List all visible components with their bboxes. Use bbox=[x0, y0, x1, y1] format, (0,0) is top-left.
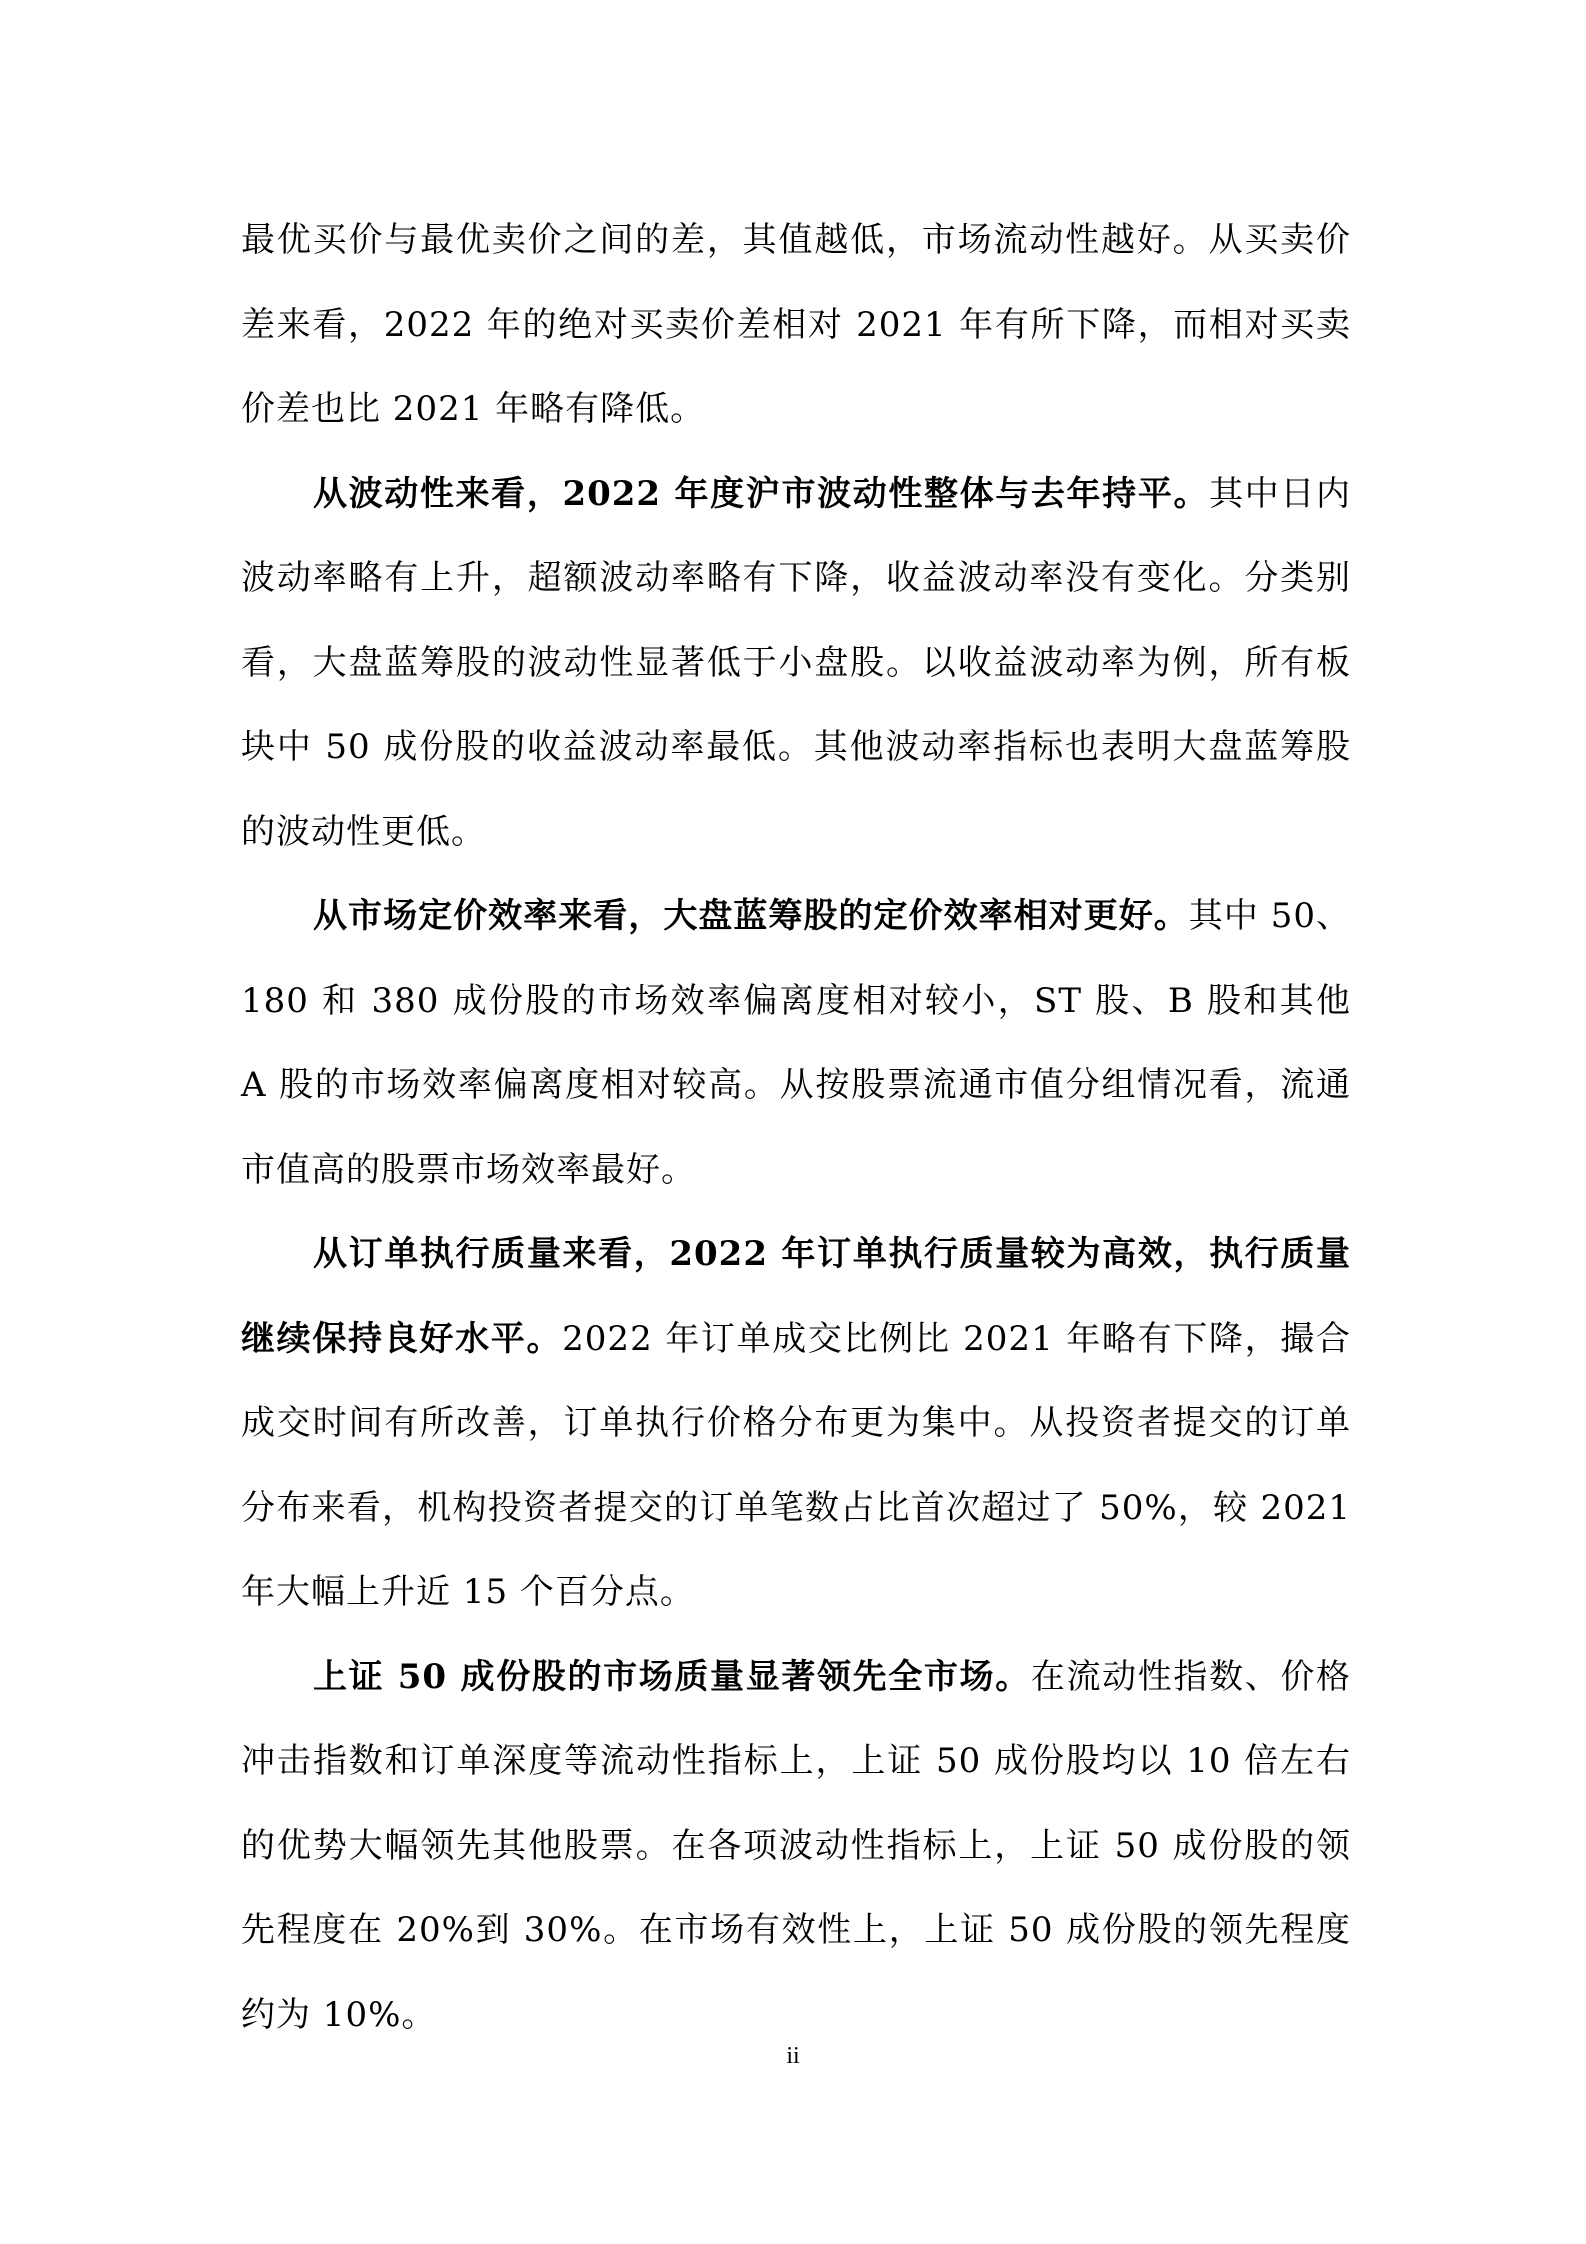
paragraph-lead: 从订单执行质量来看，2022 年订单执行质量较为高效，执行质量继续保持良好水平。 bbox=[241, 1234, 1351, 1359]
paragraph-text: 其中日内波动率略有上升，超额波动率略有下降，收益波动率没有变化。分类别看，大盘蓝筹股的波动性显著低于小盘股。以收益波动率为例，所有板块中 50 成份股的收益波动率最低。其他波动率指标也表明大盘蓝筹股的波动性更低。 bbox=[241, 473, 1352, 852]
paragraph-bid-ask-spread bbox=[241, 198, 1351, 452]
paragraph-text: 其中 50、180 和 380 成份股的市场效率偏离度相对较小，ST 股、B 股和其他 A 股的市场效率偏离度相对较高。从按股票流通市值分组情况看，流通市值高的股票市场效率最好。 bbox=[241, 896, 1351, 1190]
paragraph-pricing-efficiency bbox=[241, 874, 1351, 1212]
paragraph-text: 最优买价与最优卖价之间的差，其值越低，市场流动性越好。从买卖价差来看，2022 年的绝对买卖价差相对 2021 年有所下降，而相对买卖价差也比 2021 年略有降低。 bbox=[241, 220, 1351, 429]
paragraph-volatility bbox=[241, 452, 1351, 875]
paragraph-sse50-quality bbox=[241, 1635, 1351, 2058]
document-body bbox=[241, 198, 1351, 2057]
paragraph-order-execution bbox=[241, 1212, 1351, 1635]
paragraph-lead: 从波动性来看，2022 年度沪市波动性整体与去年持平。 bbox=[313, 473, 1210, 514]
page-number: ii bbox=[786, 2043, 800, 2069]
paragraph-lead: 上证 50 成份股的市场质量显著领先全市场。 bbox=[313, 1656, 1031, 1697]
paragraph-text: 2022 年订单成交比例比 2021 年略有下降，撮合成交时间有所改善，订单执行价格分布更为集中。从投资者提交的订单分布来看，机构投资者提交的订单笔数占比首次超过了 50%，较 2021 年大幅上升近 15 个百分点。 bbox=[241, 1318, 1351, 1612]
paragraph-lead: 从市场定价效率来看，大盘蓝筹股的定价效率相对更好。 bbox=[313, 896, 1189, 936]
paragraph-text: 在流动性指数、价格冲击指数和订单深度等流动性指标上，上证 50 成份股均以 10 倍左右的优势大幅领先其他股票。在各项波动性指标上，上证 50 成份股的领先程度在 20%到 30%。在市场有效性上，上证 50 成份股的领先程度约为 10%。 bbox=[241, 1656, 1352, 2035]
